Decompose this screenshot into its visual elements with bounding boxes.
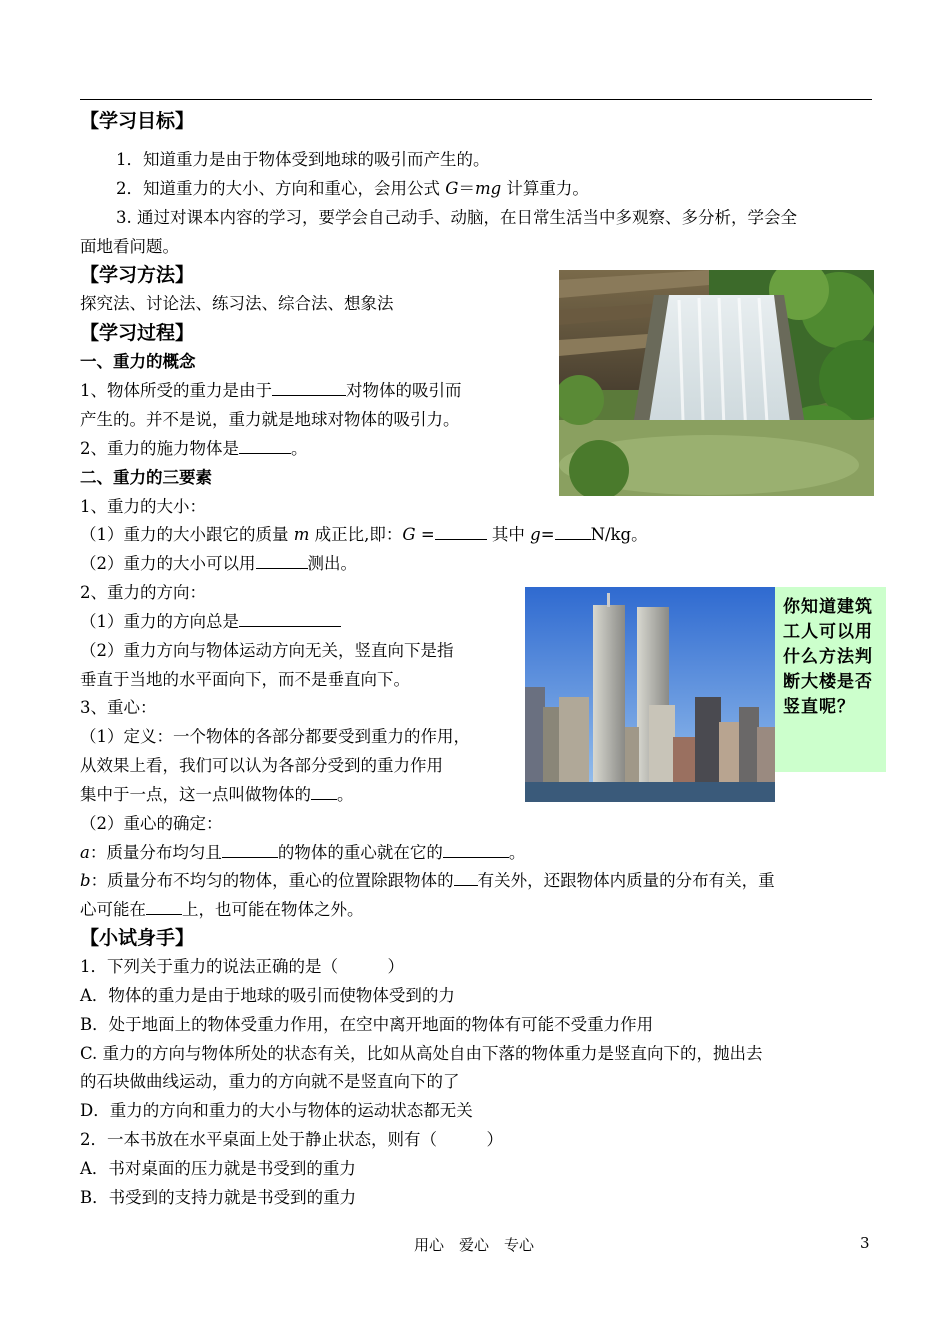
objective-2: 2．知道重力的大小、方向和重心，会用公式 G＝mg 计算重力。 [116, 179, 589, 198]
q1-option-a: A．物体的重力是由于地球的吸引而使物体受到的力 [80, 986, 455, 1005]
size-2: （2）重力的大小可以用 测出。 [80, 554, 357, 573]
waterfall-photo [559, 270, 874, 496]
question-1: 1．下列关于重力的说法正确的是（ ） [80, 957, 404, 976]
methods-text: 探究法、讨论法、练习法、综合法、想象法 [80, 294, 394, 313]
size-title: 1、重力的大小： [80, 497, 206, 516]
objectives-heading: 【学习目标】 [80, 110, 195, 132]
question-2: 2．一本书放在水平桌面上处于静止状态，则有（ ） [80, 1130, 503, 1149]
direction-1: （1）重力的方向总是 [80, 611, 341, 633]
objective-3-cont: 面地看问题。 [80, 237, 179, 256]
process-heading: 【学习过程】 [80, 322, 195, 344]
cg-def-1: （1）定义：一个物体的各部分都要受到重力的作用， [80, 727, 470, 746]
cg-a: a：质量分布均匀且 的物体的重心就在它的 。 [80, 843, 526, 862]
q2-option-b: B．书受到的支持力就是书受到的重力 [80, 1188, 357, 1207]
s1-line-1: 1、物体所受的重力是由于 对物体的吸引而 [80, 381, 462, 400]
question-note-box: 你知道建筑工人可以用什么方法判断大楼是否竖直呢？ [775, 587, 886, 772]
methods-heading: 【学习方法】 [80, 264, 195, 286]
cg-b-cont: 心可能在 上，也可能在物体之外。 [80, 900, 364, 919]
q1-option-d: D．重力的方向和重力的大小与物体的运动状态都无关 [80, 1101, 473, 1120]
q1-option-b: B．处于地面上的物体受重力作用，在空中离开地面的物体有可能不受重力作用 [80, 1015, 654, 1034]
cg-def-2: 从效果上看，我们可以认为各部分受到的重力作用 [80, 756, 443, 775]
practice-heading: 【小试身手】 [80, 927, 195, 949]
section-2-title: 二、重力的三要素 [80, 468, 212, 487]
q1-option-c-cont: 的石块做曲线运动，重力的方向就不是竖直向下的了 [80, 1072, 460, 1091]
footer-motto: 用心 爱心 专心 [414, 1236, 535, 1254]
objective-3: 3. 通过对课本内容的学习，要学会自己动手、动脑，在日常生活当中多观察、多分析，学会全 [116, 208, 797, 227]
section-1-title: 一、重力的概念 [80, 352, 196, 371]
direction-2: （2）重力方向与物体运动方向无关，竖直向下是指 [80, 641, 454, 660]
cg-determine: （2）重心的确定： [80, 814, 223, 833]
header-rule [80, 99, 872, 100]
direction-2-cont: 垂直于当地的水平面向下，而不是垂直向下。 [80, 670, 410, 689]
page-number: 3 [860, 1234, 870, 1252]
cg-title: 3、重心： [80, 698, 157, 717]
s1-line-3: 2、重力的施力物体是 。 [80, 439, 308, 458]
s1-line-2: 产生的。并不是说，重力就是地球对物体的吸引力。 [80, 410, 460, 429]
direction-title: 2、重力的方向： [80, 583, 206, 602]
objective-1: 1．知道重力是由于物体受到地球的吸引而产生的。 [116, 150, 490, 169]
q2-option-a: A．书对桌面的压力就是书受到的重力 [80, 1159, 356, 1178]
cg-b: b：质量分布不均匀的物体，重心的位置除跟物体的 有关外，还跟物体内质量的分布有关，重 [80, 871, 775, 890]
q1-option-c: C. 重力的方向与物体所处的状态有关，比如从高处自由下落的物体重力是竖直向下的，抛出去 [80, 1044, 763, 1063]
size-1: （1）重力的大小跟它的质量 m 成正比,即：G = 其中 g= N/kg。 [80, 525, 648, 544]
cg-def-3: 集中于一点，这一点叫做物体的 。 [80, 785, 354, 804]
twin-towers-photo [525, 587, 775, 802]
